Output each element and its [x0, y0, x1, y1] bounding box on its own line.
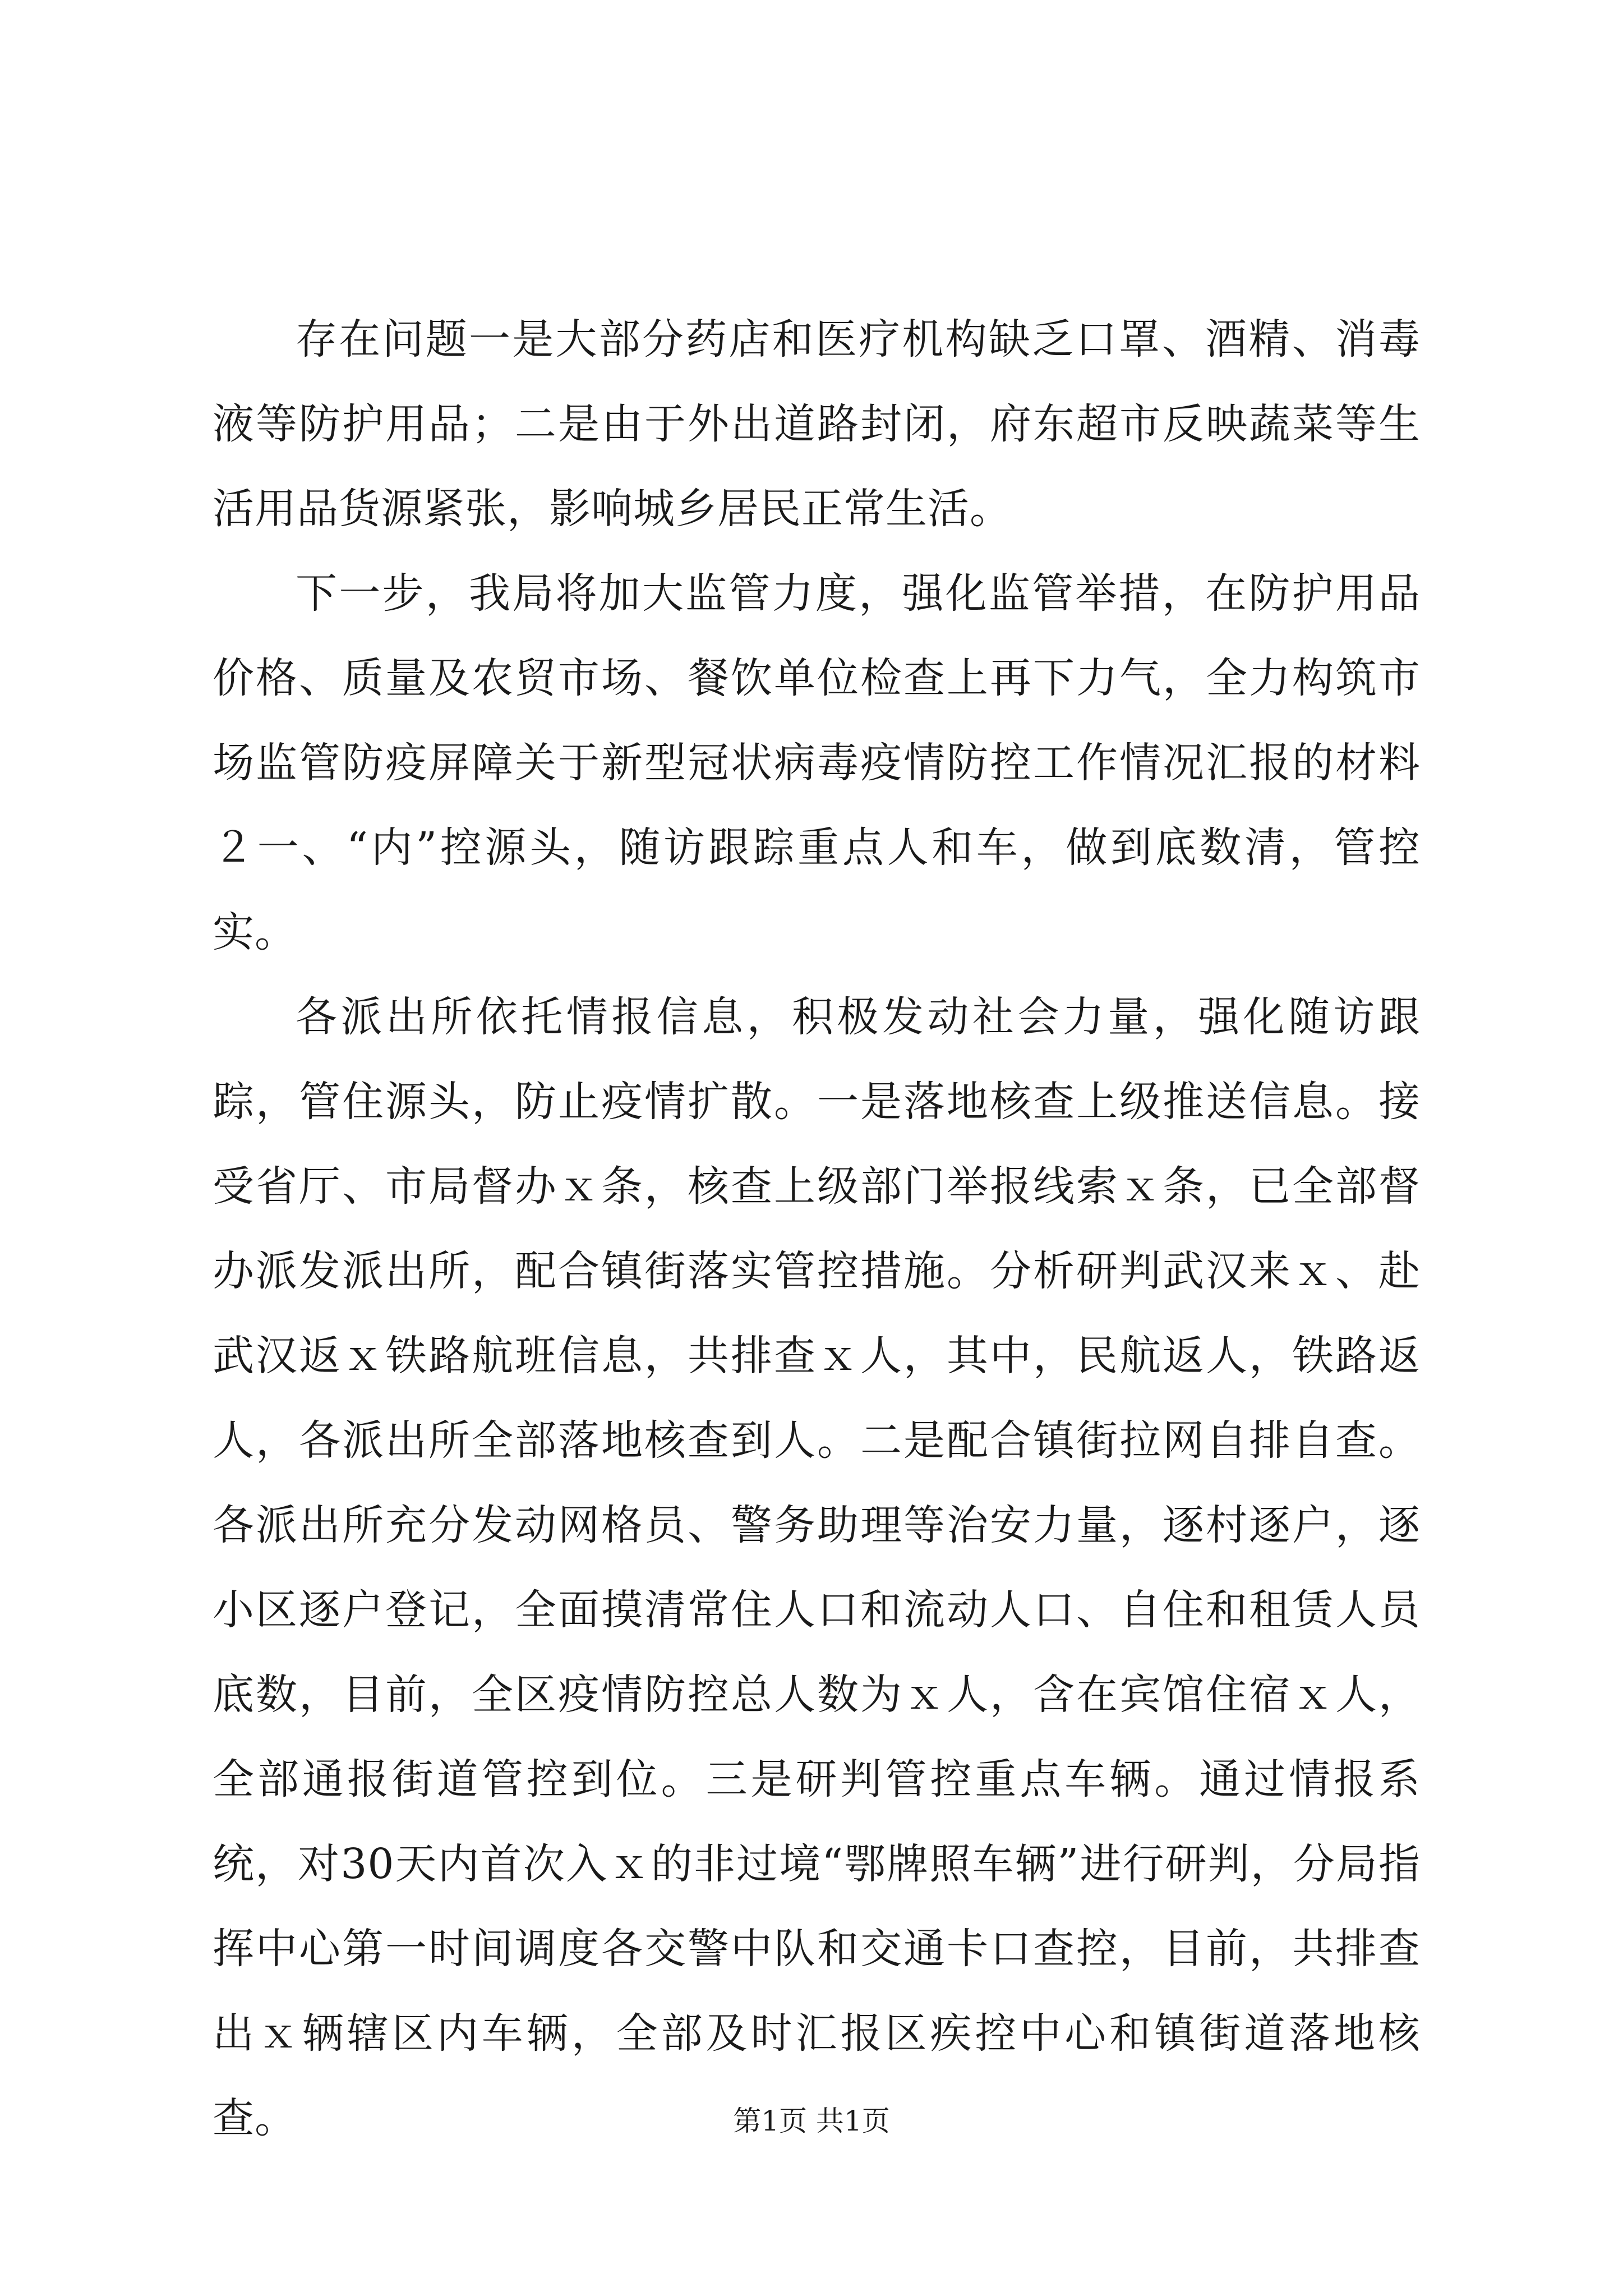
page-footer: 第1页 共1页 — [733, 2105, 890, 2137]
document-body — [213, 297, 1421, 2161]
paragraph-police-measures: 各派出所依托情报信息，积极发动社会力量，强化随访跟踪，管住源头，防止疫情扩散。一是落地核查上级推送信息。接受省厅、市局督办ｘ条，核查上级部门举报线索ｘ条，已全部督办派发派出所，配合镇街落实管控措施。分析研判武汉来ｘ、赴武汉返ｘ铁路航班信息，共排查ｘ人，其中，民航返人，铁路返人，各派出所全部落地核查到人。二是配合镇街拉网自排自查。各派出所充分发动网格员、警务助理等治安力量，逐村逐户，逐小区逐户登记，全面摸清常住人口和流动人口、自住和租赁人员底数，目前，全区疫情防控总人数为ｘ人，含在宾馆住宿ｘ人，全部通报街道管控到位。三是研判管控重点车辆。通过情报系统，对30天内首次入ｘ的非过境“鄂牌照车辆”进行研判，分局指挥中心第一时间调度各交警中队和交通卡口查控，目前，共排查出ｘ辆辖区内车辆，全部及时汇报区疾控中心和镇街道落地核查。 — [213, 993, 1421, 2142]
paragraph-problems: 存在问题一是大部分药店和医疗机构缺乏口罩、酒精、消毒液等防护用品；二是由于外出道路封闭，府东超市反映蔬菜等生活用品货源紧张，影响城乡居民正常生活。 — [213, 315, 1421, 533]
paragraph-next-steps: 下一步，我局将加大监管力度，强化监管举措，在防护用品价格、质量及农贸市场、餐饮单位检查上再下力气，全力构筑市场监管防疫屏障关于新型冠状病毒疫情防控工作情况汇报的材料２一、“内”控源头，随访跟踪重点人和车，做到底数清，管控实。 — [213, 569, 1421, 956]
